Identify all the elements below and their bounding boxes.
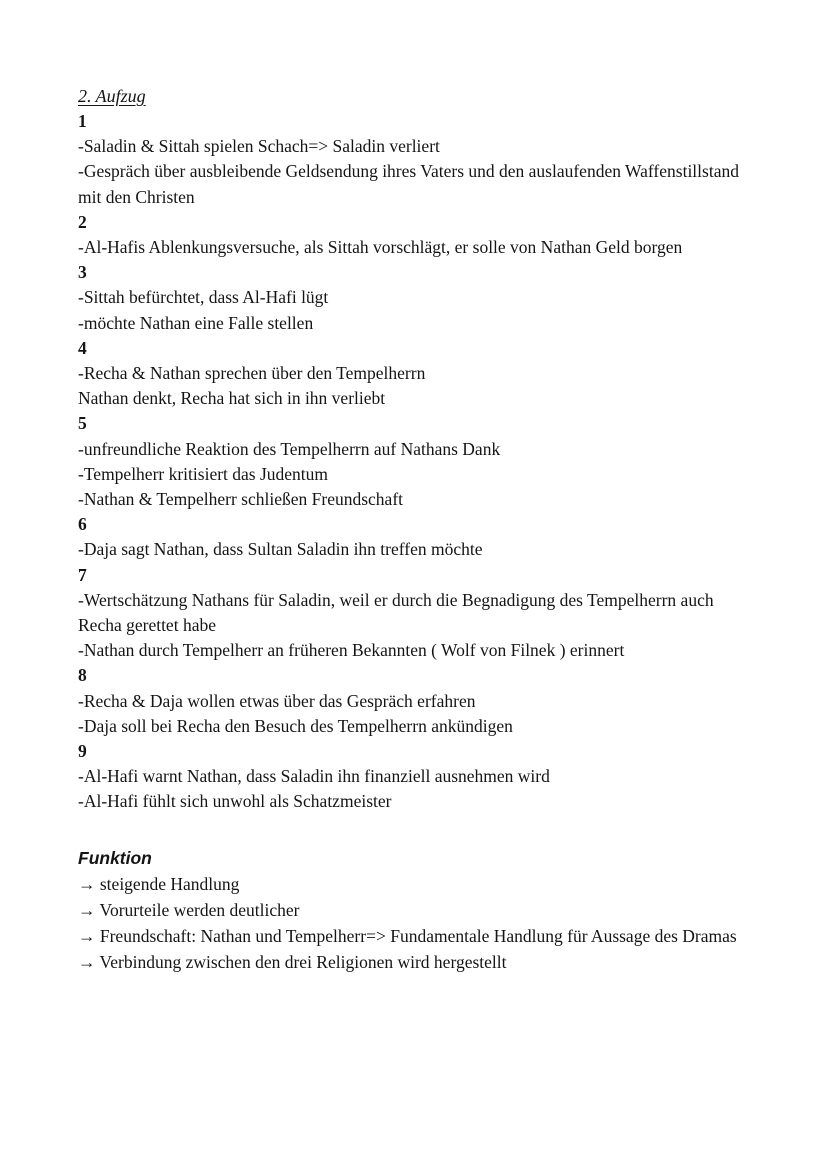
scene-number: 4 [78, 337, 87, 358]
act-heading: 2. Aufzug [78, 86, 146, 106]
scene-line: -Sittah befürchtet, dass Al-Hafi lügt [78, 287, 329, 308]
scene-number: 5 [78, 413, 87, 434]
funktion-heading: Funktion [78, 847, 152, 868]
scene-line: -Al-Hafis Ablenkungsversuche, als Sittah vorschlägt, er solle von Nathan Geld borgen [78, 237, 683, 258]
scene-line: -möchte Nathan eine Falle stellen [78, 312, 314, 333]
funktion-item: → Vorurteile werden deutlicher [78, 899, 300, 920]
scene-line: -Al-Hafi fühlt sich unwohl als Schatzmeister [78, 791, 392, 812]
scene-line: Nathan denkt, Recha hat sich in ihn verliebt [78, 388, 386, 409]
scene-line: -unfreundliche Reaktion des Tempelherrn auf Nathans Dank [78, 438, 501, 459]
scene-line: -Nathan & Tempelherr schließen Freundschaft [78, 489, 404, 510]
scene-line: -Recha & Daja wollen etwas über das Gespräch erfahren [78, 690, 476, 711]
scene-number: 3 [78, 262, 87, 283]
scene-number: 6 [78, 514, 87, 535]
scene-line: -Daja sagt Nathan, dass Sultan Saladin ihn treffen möchte [78, 539, 483, 560]
scene-number: 8 [78, 665, 87, 686]
scene-line: -Recha & Nathan sprechen über den Tempelherrn [78, 363, 426, 384]
scene-list [78, 109, 752, 815]
scene-line: -Daja soll bei Recha den Besuch des Tempelherrn ankündigen [78, 715, 513, 736]
scene-number: 2 [78, 211, 87, 232]
funktion-item: → steigende Handlung [78, 873, 240, 894]
scene-line: -Gespräch über ausbleibende Geldsendung ihres Vaters und den auslaufenden Waffenstillstand mit den Christen [78, 161, 739, 207]
funktion-list [78, 871, 752, 976]
funktion-item: → Verbindung zwischen den drei Religionen wird hergestellt [78, 952, 507, 973]
scene-number: 9 [78, 741, 87, 762]
scene-line: -Nathan durch Tempelherr an früheren Bekannten ( Wolf von Filnek ) erinnert [78, 640, 625, 661]
scene-line: -Al-Hafi warnt Nathan, dass Saladin ihn finanziell ausnehmen wird [78, 766, 550, 787]
scene-line: -Wertschätzung Nathans für Saladin, weil er durch die Begnadigung des Tempelherrn auch Recha gerettet habe [78, 589, 714, 636]
scene-number: 1 [78, 111, 87, 131]
funktion-item: → Freundschaft: Nathan und Tempelherr=> Fundamentale Handlung für Aussage des Dramas [78, 926, 737, 947]
scene-number: 7 [78, 564, 87, 585]
scene-line: -Saladin & Sittah spielen Schach=> Saladin verliert [78, 136, 440, 157]
scene-line: -Tempelherr kritisiert das Judentum [78, 463, 329, 484]
